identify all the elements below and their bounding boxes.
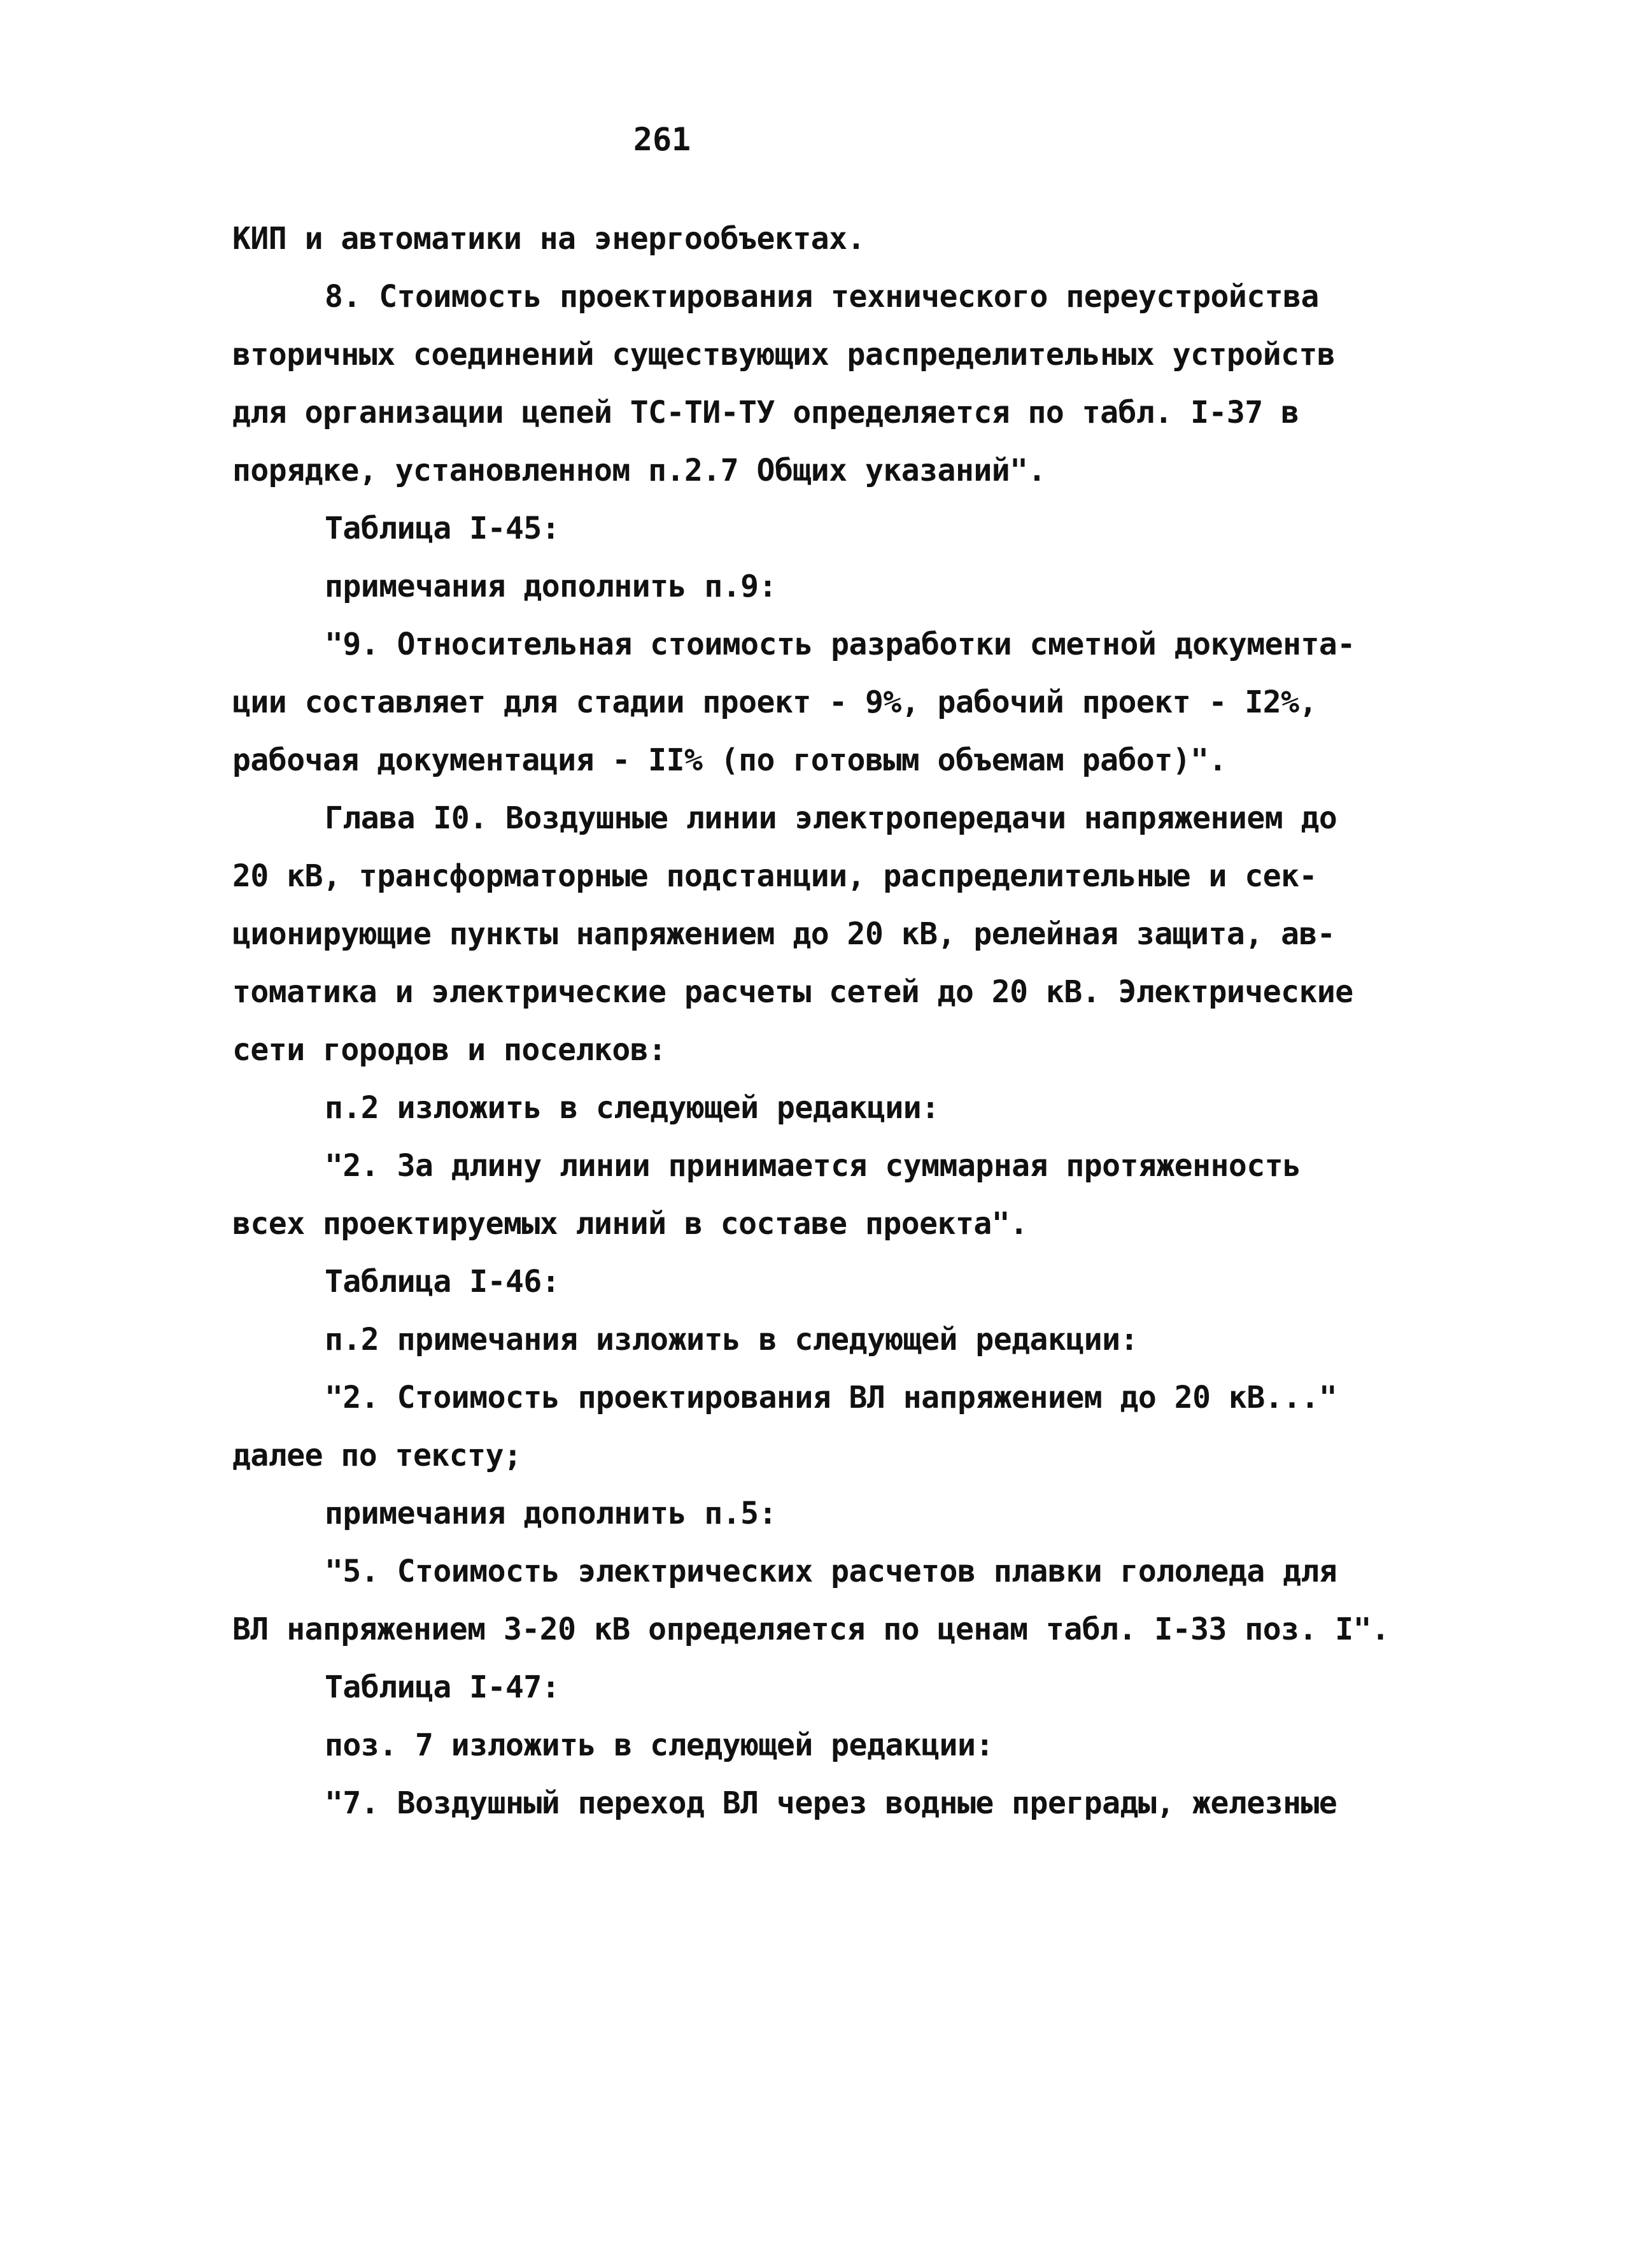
- text-line: для организации цепей ТС-ТИ-ТУ определяется по табл. I-37 в: [232, 395, 1299, 430]
- text-line: п.2 изложить в следующей редакции:: [325, 1090, 940, 1126]
- text-line: ционирующие пункты напряжением до 20 кВ, релейная защита, ав-: [232, 916, 1336, 952]
- body-text: [232, 210, 1390, 1832]
- text-line: "2. За длину линии принимается суммарная протяженность: [325, 1148, 1301, 1184]
- text-line: томатика и электрические расчеты сетей до 20 кВ. Электрические: [232, 974, 1353, 1010]
- text-line: примечания дополнить п.9:: [325, 569, 777, 604]
- text-line: рабочая документация - II% (по готовым объемам работ)".: [232, 742, 1227, 778]
- text-line: далее по тексту;: [232, 1438, 522, 1473]
- text-line: поз. 7 изложить в следующей редакции:: [325, 1727, 994, 1763]
- text-line: вторичных соединений существующих распределительных устройств: [232, 337, 1336, 372]
- text-line: сети городов и поселков:: [232, 1032, 666, 1068]
- text-line: ВЛ напряжением 3-20 кВ определяется по ценам табл. I-33 поз. I".: [232, 1612, 1390, 1647]
- text-line: примечания дополнить п.5:: [325, 1496, 777, 1531]
- text-line: Таблица I-47:: [325, 1669, 560, 1705]
- text-line: "5. Стоимость электрических расчетов плавки гололеда для: [325, 1554, 1337, 1589]
- text-line: "7. Воздушный переход ВЛ через водные преграды, железные: [325, 1785, 1337, 1821]
- text-line: всех проектируемых линий в составе проекта".: [232, 1206, 1028, 1242]
- text-line: "9. Относительная стоимость разработки сметной документа-: [325, 627, 1355, 662]
- text-line: КИП и автоматики на энергообъектах.: [232, 221, 865, 257]
- text-line: ции составляет для стадии проект - 9%, рабочий проект - I2%,: [232, 684, 1317, 720]
- text-line: "2. Стоимость проектирования ВЛ напряжением до 20 кВ...": [325, 1380, 1337, 1415]
- text-line: п.2 примечания изложить в следующей редакции:: [325, 1322, 1138, 1357]
- text-line: порядке, установленном п.2.7 Общих указаний".: [232, 453, 1046, 488]
- text-line: 8. Стоимость проектирования технического переустройства: [325, 279, 1319, 315]
- text-line: Глава I0. Воздушные линии электропередачи напряжением до: [325, 800, 1337, 836]
- page-number: 261: [633, 121, 691, 158]
- text-line: 20 кВ, трансформаторные подстанции, распределительные и сек-: [232, 858, 1317, 894]
- text-line: Таблица I-45:: [325, 511, 560, 546]
- text-line: Таблица I-46:: [325, 1264, 560, 1300]
